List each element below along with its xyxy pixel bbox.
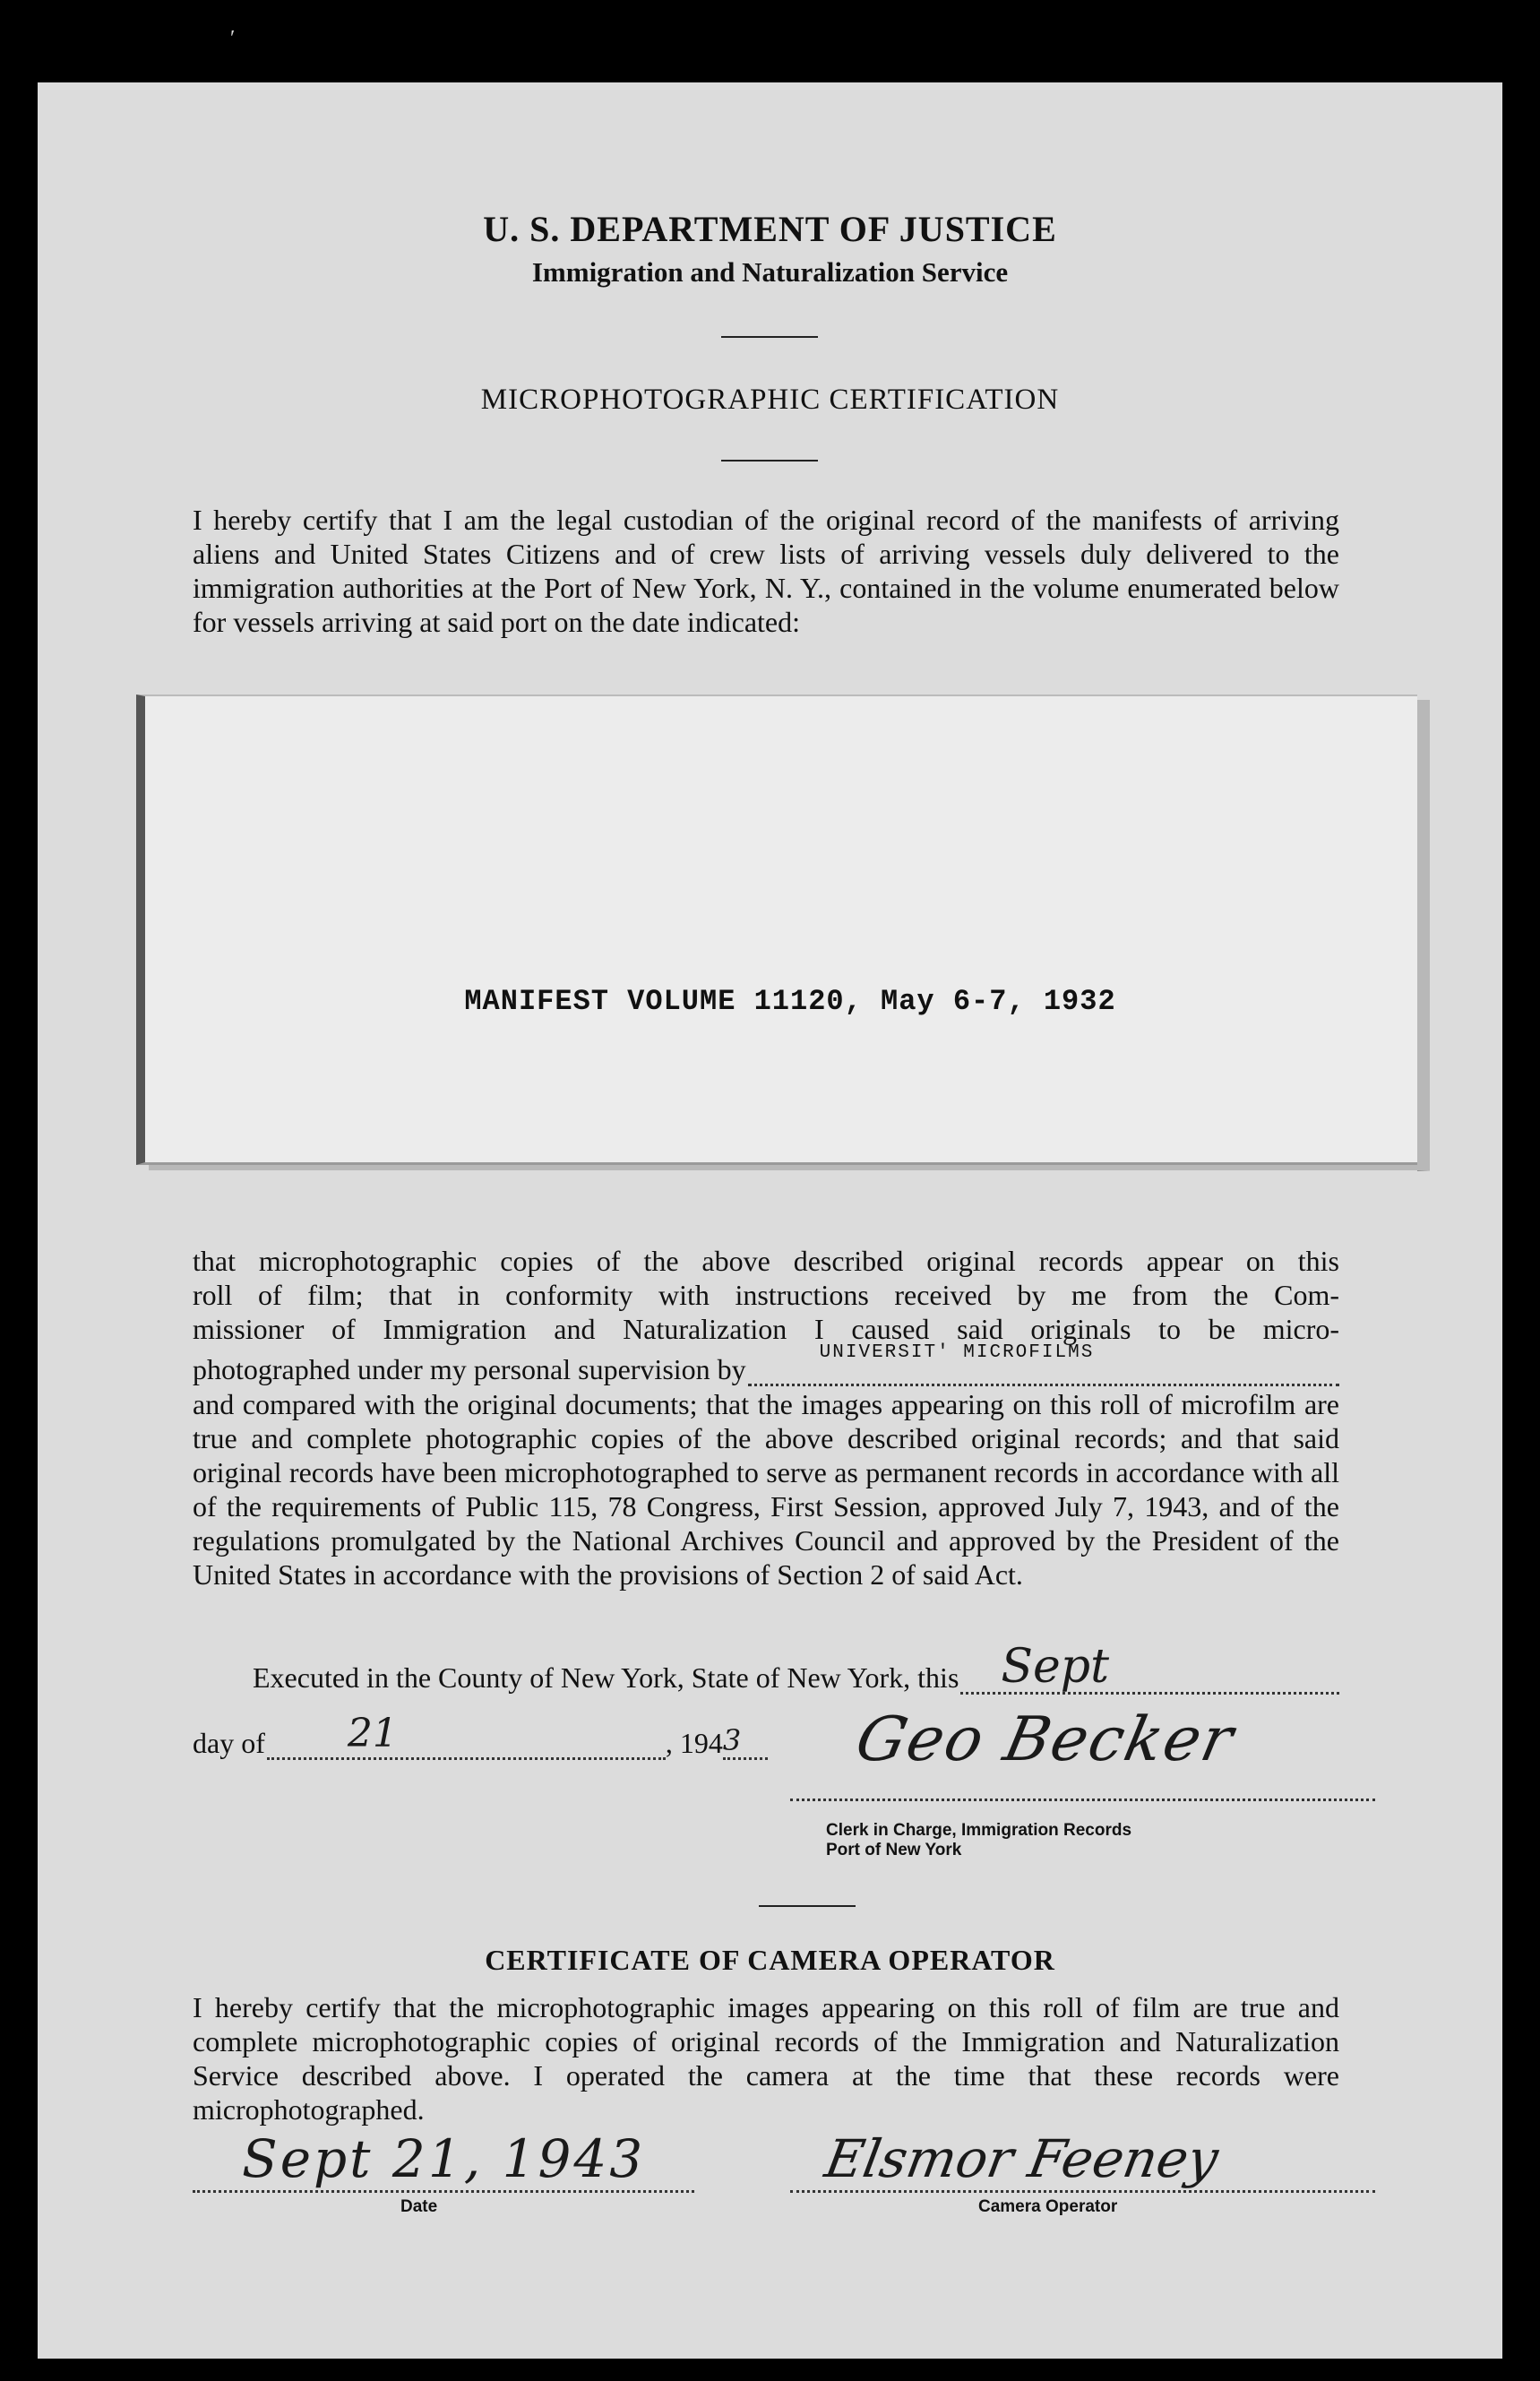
camera-paragraph: I hereby certify that the microphotographic images appearing on this roll of film are true and complete microphotographic copies of original records of the Immigration and Naturalization Service described above. I operated the camera at the time that these records were microphotographed. xyxy=(193,1991,1339,2126)
handwritten-date: Sept 21, 1943 xyxy=(242,2128,646,2189)
executed-line xyxy=(253,1640,1339,1695)
supervision-text: photographed under my personal supervision by xyxy=(193,1353,746,1385)
body-line-4 xyxy=(193,1342,1339,1386)
filmer-name: UNIVERSIT' MICROFILMS xyxy=(819,1342,1095,1363)
operator-label: Camera Operator xyxy=(978,2197,1118,2216)
day-line xyxy=(193,1711,873,1760)
year-prefix: , 194 xyxy=(665,1727,723,1759)
body-paragraph: and compared with the original documents; that the images appearing on this roll of microfilm are true and complete photographic copies of the above described original records; and that said original records have been microphotographed to serve as permanent records in accordance with all of the requirements of Public 115, 78 Congress, First Session, approved July 7, 1943, and of the regulations promulgated by the National Archives Council and approved by the President of the United States in accordance with the provisions of Section 2 of said Act. xyxy=(193,1388,1339,1591)
body-line-1: that microphotographic copies of the above described original records appear on this xyxy=(193,1245,1339,1277)
clerk-signature: Geo Becker xyxy=(849,1704,1241,1775)
divider xyxy=(759,1905,856,1907)
executed-text: Executed in the County of New York, State of New York, this xyxy=(253,1661,959,1694)
body-line-3: missioner of Immigration and Naturalization I caused said originals to be micro- xyxy=(193,1313,1339,1345)
date-label: Date xyxy=(400,2197,438,2216)
day-of-label: day of xyxy=(193,1727,265,1759)
filmer-field xyxy=(748,1342,1339,1386)
handwritten-year-digit: 3 xyxy=(722,1723,742,1757)
clerk-signature-line xyxy=(790,1799,1375,1801)
operator-line xyxy=(790,2190,1375,2193)
handwritten-day: 21 xyxy=(347,1711,398,1756)
date-line xyxy=(193,2190,694,2193)
clerk-title xyxy=(826,1821,1131,1860)
clerk-title-line-2: Port of New York xyxy=(826,1841,962,1859)
divider xyxy=(721,336,818,338)
year-field xyxy=(722,1723,768,1760)
volume-panel xyxy=(136,694,1417,1165)
day-field xyxy=(267,1711,666,1760)
operator-signature: Elsmor Feeney xyxy=(821,2128,1223,2189)
service-subtitle: Immigration and Naturalization Service xyxy=(531,256,1009,288)
month-field xyxy=(960,1640,1339,1695)
intro-paragraph: I hereby certify that I am the legal custodian of the original record of the manifests of arriving aliens and United States Citizens and of crew lists of arriving vessels duly delivered to the immigration authorities at the Port of New York, N. Y., contained in the volume enumerated below for vessels arriving at said port on the date indicated: xyxy=(193,504,1339,638)
camera-certificate-title: CERTIFICATE OF CAMERA OPERATOR xyxy=(485,1944,1055,1976)
body-line-2: roll of film; that in conformity with instructions received by me from the Com- xyxy=(193,1279,1339,1311)
stray-mark: ′ xyxy=(230,27,236,50)
handwritten-month: Sept xyxy=(1001,1640,1109,1694)
panel-shadow xyxy=(1417,705,1430,1171)
department-title: U. S. DEPARTMENT OF JUSTICE xyxy=(483,209,1057,249)
certification-title: MICROPHOTOGRAPHIC CERTIFICATION xyxy=(480,384,1060,416)
clerk-title-line-1: Clerk in Charge, Immigration Records xyxy=(826,1821,1132,1840)
divider xyxy=(721,460,818,462)
certificate-sheet xyxy=(38,82,1502,2359)
manifest-volume-label: MANIFEST VOLUME 11120, May 6-7, 1932 xyxy=(464,985,1116,1018)
